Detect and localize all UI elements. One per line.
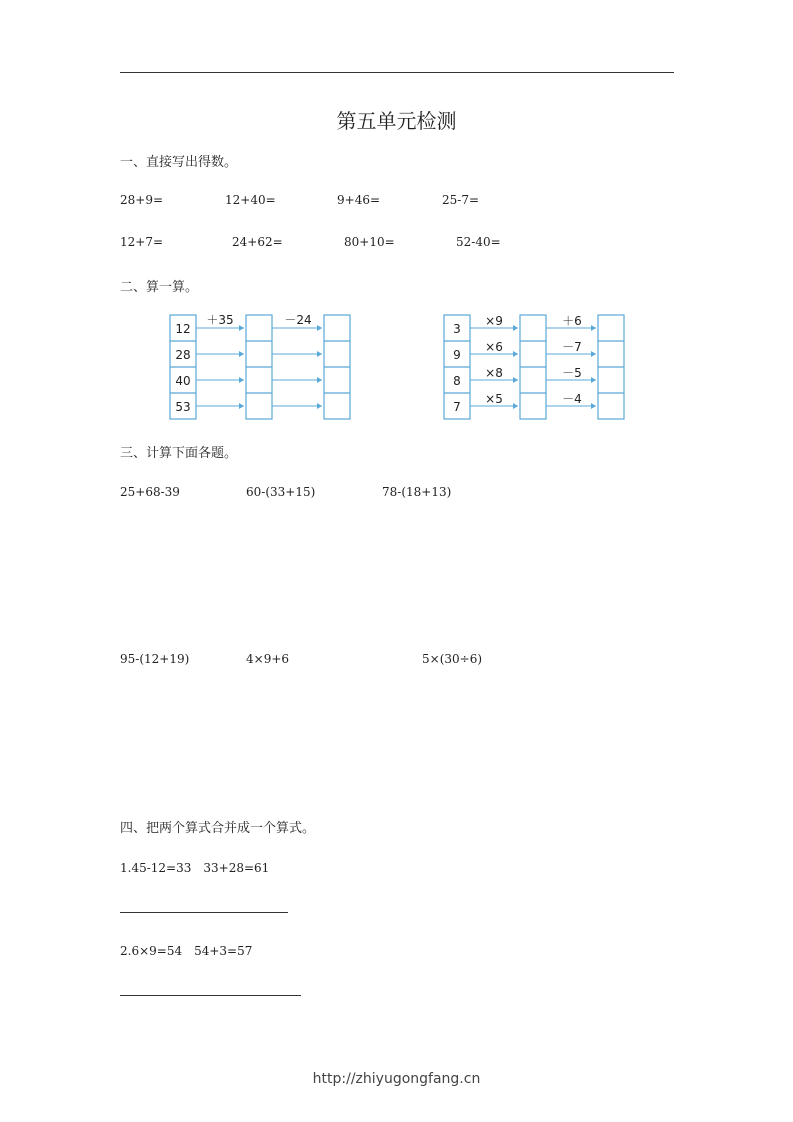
diagram2-op1: ×6	[485, 340, 503, 354]
diagram2-op2: －5	[562, 366, 582, 380]
s1-eq: 12+7=	[120, 235, 164, 249]
section4-heading: 四、把两个算式合并成一个算式。	[120, 821, 316, 836]
s1-eq: 25-7=	[442, 193, 480, 207]
s3-expr: 95-(12+19)	[120, 652, 190, 666]
diagram2-op1: ×5	[485, 392, 503, 406]
diagram2-op2: ＋6	[562, 314, 582, 328]
diagram2-input: 3	[453, 322, 461, 336]
diagram1-input: 40	[175, 374, 191, 388]
top-rule	[120, 72, 674, 73]
answer-line-2	[120, 995, 301, 996]
diagram2-op1: ×8	[485, 366, 503, 380]
s3-expr: 78-(18+13)	[382, 485, 452, 499]
s1-eq: 12+40=	[225, 193, 276, 207]
diagram2-input: 9	[453, 348, 461, 362]
s1-eq: 80+10=	[344, 235, 395, 249]
s4-question-2: 2.6×9=54 54+3=57	[120, 944, 253, 958]
s3-expr: 5×(30÷6)	[422, 652, 483, 666]
diagram1-op2: －24	[284, 313, 312, 327]
flow-diagram-2	[442, 312, 632, 426]
s1-eq: 9+46=	[337, 193, 381, 207]
answer-line-1	[120, 912, 288, 913]
diagram2-op2: －4	[562, 392, 582, 406]
diagram2-op2: －7	[562, 340, 582, 354]
s3-expr: 25+68-39	[120, 485, 180, 499]
diagram2-boxes	[444, 315, 624, 419]
section3-heading: 三、计算下面各题。	[120, 446, 238, 461]
flow-diagram-1	[168, 312, 358, 426]
section2-heading: 二、算一算。	[120, 280, 199, 295]
s1-eq: 24+62=	[232, 235, 283, 249]
diagram2-op1: ×9	[485, 314, 503, 328]
s1-eq: 28+9=	[120, 193, 164, 207]
s3-expr: 60-(33+15)	[246, 485, 316, 499]
diagram1-boxes	[170, 315, 350, 419]
diagram1-op1: ＋35	[206, 313, 234, 327]
diagram1-input: 28	[175, 348, 191, 362]
diagram1-input: 12	[175, 322, 191, 336]
s3-expr: 4×9+6	[246, 652, 290, 666]
footer-url: http://zhiyugongfang.cn	[312, 1071, 481, 1087]
diagram1-input: 53	[175, 400, 191, 414]
diagram2-input: 7	[453, 400, 461, 414]
s1-eq: 52-40=	[456, 235, 501, 249]
section1-heading: 一、直接写出得数。	[120, 155, 238, 170]
page-title: 第五单元检测	[336, 109, 457, 133]
diagram2-input: 8	[453, 374, 461, 388]
s4-question-1: 1.45-12=33 33+28=61	[120, 861, 270, 875]
